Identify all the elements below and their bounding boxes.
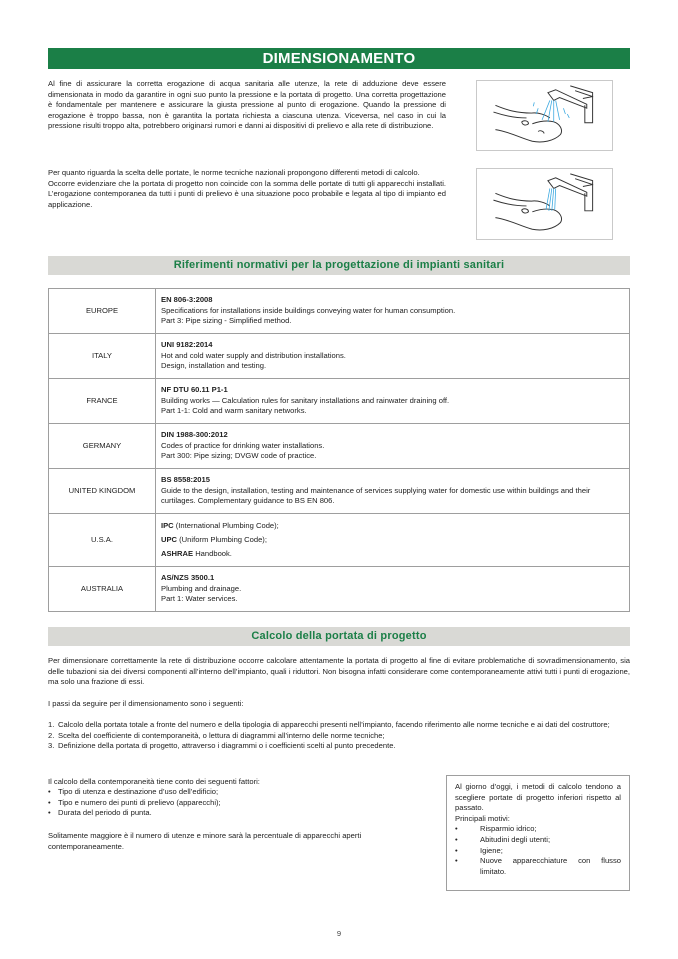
norm-code: EN 806-3:2008 [161,294,213,304]
list-item [455,835,621,846]
list-item [455,856,621,877]
hand-washing-flow-illustration [476,168,613,240]
note-text: Al giorno d’oggi, i metodi di calcolo tendono a scegliere portate di progetto inferiori rispetto al passato. [455,782,621,813]
norms-section-title: Riferimenti normativi per la progettazione di impianti sanitari [173,259,505,271]
reason-text: Abitudini degli utenti; [480,834,551,844]
flow-rate-simultaneity-text: Occorre evidenziare che la portata di progetto non coincide con la somma delle portate di tutti gli apparecchi installati. L’erogazione contemporanea da tutti i punti di prelievo è una situazione poco probabile e legata al tipo di impianto ed applicazione. [48,178,446,209]
faucet-flow-icon [477,169,612,239]
table-row [49,514,630,567]
list-item [48,787,428,798]
norm-description: (Uniform Plumbing Code); [177,535,267,544]
steps-intro: I passi da seguire per il dimensionamento sono i seguenti: [48,699,244,708]
factors-list [48,787,428,819]
bullet-icon: • [455,824,458,834]
norms-table [48,288,630,612]
page-title: DIMENSIONAMENTO [262,50,416,67]
list-item [48,741,630,752]
note-box [446,775,630,891]
norm-item-ipc [161,519,623,533]
reason-text: Igiene; [480,845,503,855]
step-number: 2. [48,730,55,740]
table-row [49,469,630,514]
bullet-icon: • [48,797,51,807]
norm-description: Part 300: Pipe sizing; DVGW code of practice. [161,451,317,461]
calc-intro-paragraph: Per dimensionare correttamente la rete di distribuzione occorre calcolare attentamente la portata di progetto al fine di evitare problematiche di sovradimensionamento, sia delle tubazioni sia dei diversi componenti all’interno dell’impianto, quali i riduttori. Non bisogna infatti considerare come contemporaneamente attivi tutti i punti di erogazione, ma solo una frazione di essi. [48,656,630,687]
factor-text: Durata del periodo di punta. [58,808,152,818]
norm-description: (International Plumbing Code); [173,521,279,530]
step-text: Scelta del coefficiente di contemporaneità, o lettura di diagrammi all’interno delle norme tecniche; [58,730,385,740]
norm-description: Part 1: Water services. [161,594,238,604]
norm-description: Guide to the design, installation, testing and maintenance of services supplying water for domestic use within buildings and their curtilages. Complementary guidance to BS EN 806. [161,485,591,506]
factor-text: Tipo di utenza e destinazione d’uso dell’edificio; [58,787,219,796]
reason-text: Risparmio idrico; [480,824,537,834]
calc-section-title: Calcolo della portata di progetto [251,630,427,642]
norm-code: ASHRAE [161,549,194,558]
norm-description: Codes of practice for drinking water installations. [161,440,325,450]
norm-code: UNI 9182:2014 [161,339,213,349]
country-cell: FRANCE [49,379,156,424]
factors-intro: Il calcolo della contemporaneità tiene conto dei seguenti fattori: [48,777,260,786]
norm-code: NF DTU 60.11 P1-1 [161,384,228,394]
norm-description: Handbook. [193,549,232,558]
bullet-icon: • [455,856,458,866]
intro-paragraph: Al fine di assicurare la corretta erogazione di acqua sanitaria alle utenze, la rete di adduzione deve essere dimensionata in modo da garantire in ogni suo punto la pressione e la portata di progetto. Una corretta progettazione è fondamentale per mantenere e assicurare la giusta pressione al punto di erogazione. Quando la pressione di erogazione è troppo bassa, non è garantita la portata richiesta a ciascuna utenza. Viceversa, nel caso in cui la pressione risulti troppo alta, potrebbero originarsi rumori e danni ai dispositivi di prelievo e alla rete di distribuzione. [48,79,446,131]
step-number: 3. [48,741,55,751]
list-item [48,798,428,809]
bullet-icon: • [48,787,51,796]
table-row [49,334,630,379]
page-number: 9 [336,929,342,938]
norm-code: IPC [161,521,174,530]
country-cell: EUROPE [49,289,156,334]
table-row [49,289,630,334]
bullet-icon: • [48,808,51,818]
country-cell: AUSTRALIA [49,567,156,612]
norm-description: Part 3: Pipe sizing - Simplified method. [161,316,292,326]
factor-text: Tipo e numero dei punti di prelievo (apparecchi); [58,797,221,807]
norm-description: Specifications for installations inside buildings conveying water for human consumption. [161,305,456,315]
step-text: Definizione della portata di progetto, attraverso i diagrammi o i coefficienti scelti al punto precedente. [58,741,396,751]
norm-description-cell [156,514,630,567]
hand-washing-splash-illustration [476,80,613,151]
conclusion-paragraph: Solitamente maggiore è il numero di utenze e minore sarà la percentuale di apparecchi aperti contemporaneamente. [48,831,362,851]
norm-description-cell [156,424,630,469]
norm-description-cell [156,334,630,379]
country-cell: UNITED KINGDOM [49,469,156,514]
norm-code: AS/NZS 3500.1 [161,572,215,582]
bullet-icon: • [455,834,458,844]
reasons-list [455,824,621,877]
note-reasons-label: Principali motivi: [455,813,510,823]
norm-description: Design, installation and testing. [161,361,267,371]
list-item [455,824,621,835]
reason-text: Nuove apparecchiature con flusso limitato. [480,856,621,876]
norm-description: Plumbing and drainage. [161,583,242,593]
country-cell: U.S.A. [49,514,156,567]
country-cell: ITALY [49,334,156,379]
flow-rate-paragraph [48,168,446,210]
list-item [455,846,621,857]
list-item [48,731,630,742]
country-cell: GERMANY [49,424,156,469]
norm-description: Building works — Calculation rules for sanitary installations and rainwater draining off. [161,395,450,405]
list-item [48,720,630,731]
list-item [48,808,428,819]
flow-rate-methods-text: Per quanto riguarda la scelta delle portate, le norme tecniche nazionali propongono differenti metodi di calcolo. [48,168,420,177]
table-row [49,379,630,424]
norm-code: UPC [161,535,178,544]
steps-list [48,720,630,752]
norm-description-cell [156,289,630,334]
bullet-icon: • [455,845,458,855]
calc-section-header [48,627,630,646]
table-row [49,567,630,612]
norm-item-upc [161,533,623,547]
norm-description: Hot and cold water supply and distribution installations. [161,350,346,360]
step-text: Calcolo della portata totale a fronte del numero e della tipologia di apparecchi presenti nell’impianto, facendo riferimento alle norme tecniche e ai dati del costruttore; [58,720,610,729]
norm-description-cell [156,469,630,514]
norm-code: DIN 1988-300:2012 [161,429,228,439]
norm-item-ashrae [161,547,623,561]
norms-section-header [48,256,630,275]
norm-code: BS 8558:2015 [161,474,210,484]
norm-description-cell [156,567,630,612]
page-title-banner [48,48,630,69]
norm-description-cell [156,379,630,424]
table-row [49,424,630,469]
norm-description: Part 1-1: Cold and warm sanitary networks. [161,406,307,416]
step-number: 1. [48,720,55,729]
faucet-splash-icon [477,81,612,150]
